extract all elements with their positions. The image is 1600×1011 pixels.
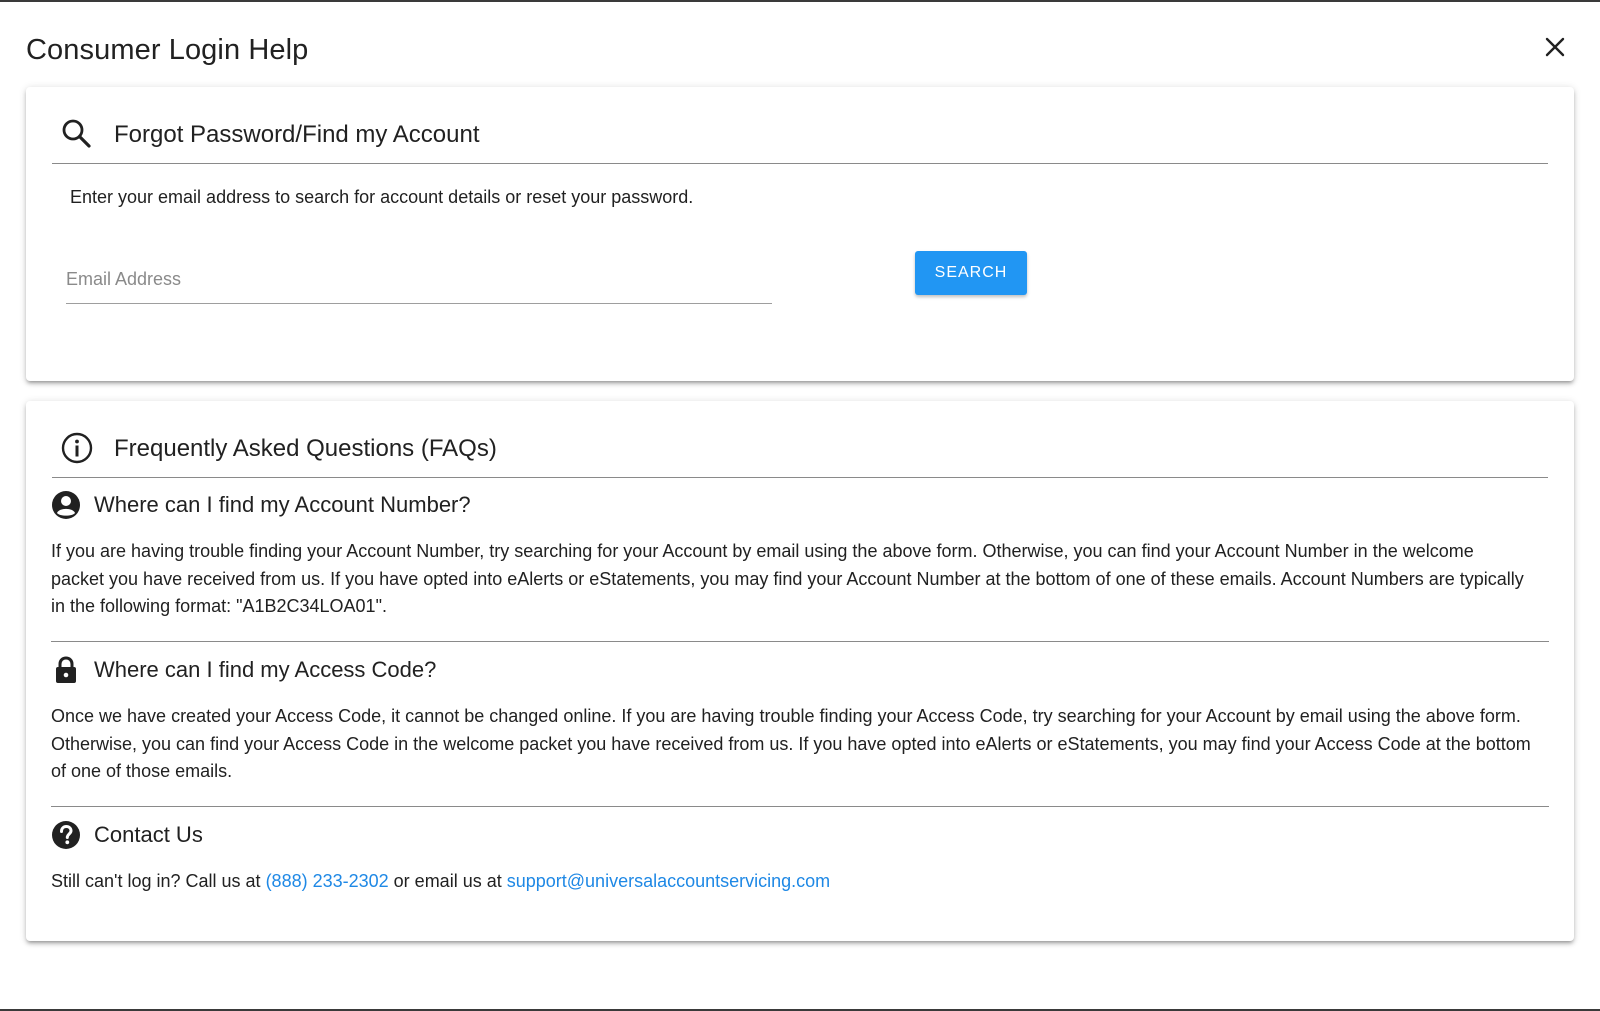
faq-divider — [51, 806, 1549, 807]
faq-title: Frequently Asked Questions (FAQs) — [114, 435, 497, 462]
faq-answer: If you are having trouble finding your Account Number, try searching for your Account by email using the above form. Otherwise, you can find your Account Number in the welcome packet you have received from us. If you have opted into eAlerts or eStatements, you may find your Account Number at the bottom of one of these emails. Account Numbers are typically in the following format: "A1B2C34LOA01". — [51, 541, 1524, 616]
help-circle-icon — [51, 820, 81, 850]
close-icon — [1544, 36, 1566, 58]
faq-card — [26, 401, 1574, 941]
lock-icon — [51, 655, 81, 685]
contact-text — [51, 868, 1531, 896]
faq-header — [52, 401, 1548, 478]
dialog-title: Consumer Login Help — [26, 34, 309, 66]
faq-answer: Once we have created your Access Code, it cannot be changed online. If you are having trouble finding your Access Code, try searching for your Account by email using the above form. Otherwise, you can find your Access Code in the welcome packet you have received from us. If you have opted into eAlerts or eStatements, you may find your Access Code at the bottom of one of those emails. — [51, 706, 1531, 781]
top-border — [0, 0, 1600, 2]
search-button[interactable]: SEARCH — [915, 251, 1027, 295]
contact-prefix: Still can't log in? Call us at — [51, 871, 261, 891]
email-link[interactable]: support@universalaccountservicing.com — [506, 871, 831, 891]
info-icon — [60, 431, 94, 465]
forgot-password-title: Forgot Password/Find my Account — [114, 121, 480, 148]
close-button[interactable] — [1540, 32, 1570, 62]
search-description: Enter your email address to search for account details or reset your password. — [70, 187, 694, 207]
search-icon — [60, 117, 94, 151]
account-circle-icon — [51, 490, 81, 520]
phone-link[interactable]: (888) 233-2302 — [265, 871, 389, 891]
faq-question: Where can I find my Access Code? — [94, 657, 437, 682]
faq-divider — [51, 641, 1549, 642]
contact-middle: or email us at — [393, 871, 502, 891]
faq-question: Contact Us — [94, 822, 203, 847]
forgot-password-header — [52, 87, 1548, 164]
email-field[interactable] — [66, 255, 772, 304]
forgot-password-card — [26, 87, 1574, 381]
faq-question: Where can I find my Account Number? — [94, 492, 471, 517]
